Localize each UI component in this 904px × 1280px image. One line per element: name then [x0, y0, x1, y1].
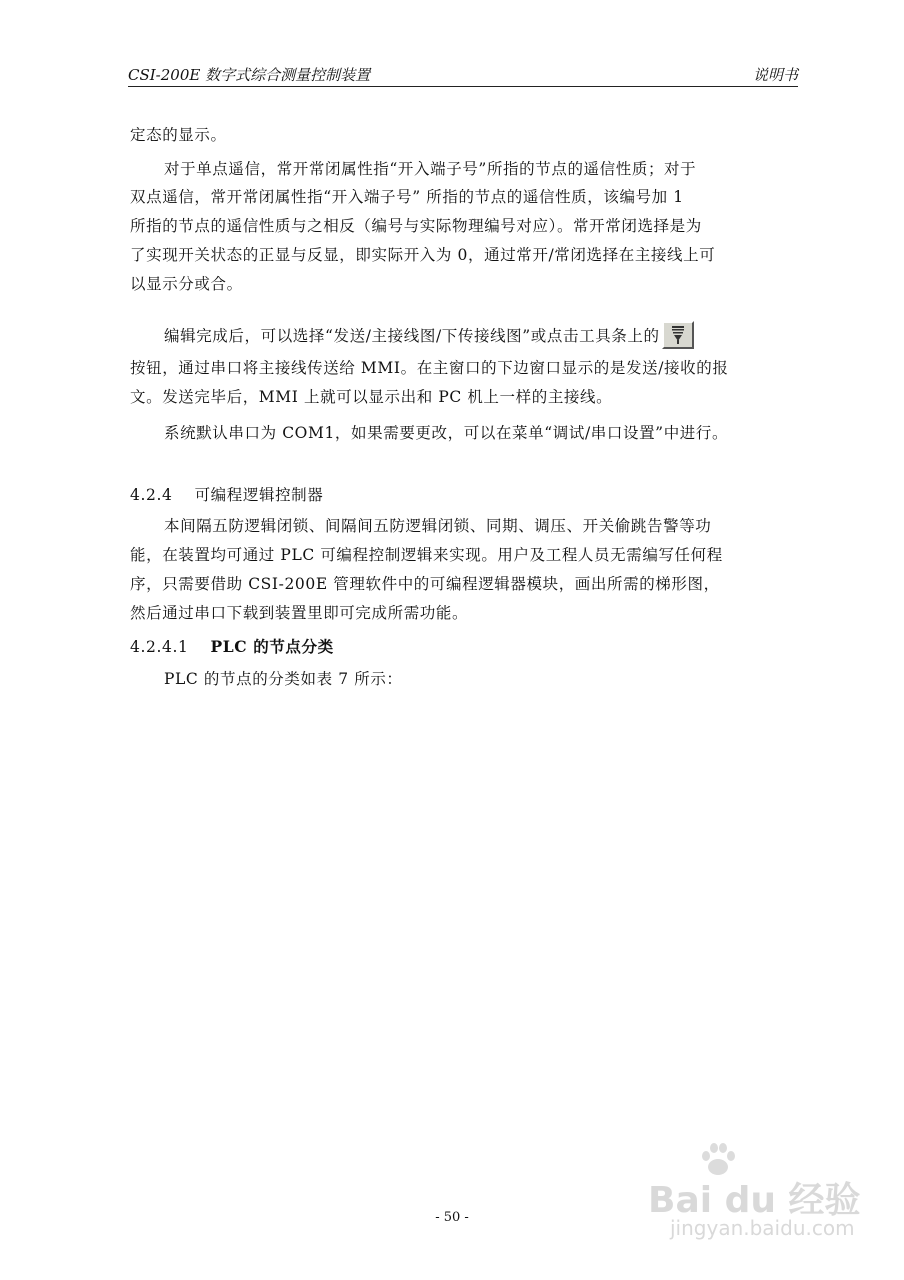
- paragraph-line: 序，只需要借助 CSI-200E 管理软件中的可编程逻辑器模块，画出所需的梯形图，: [130, 575, 720, 593]
- paragraph-line: 所指的节点的遥信性质与之相反（编号与实际物理编号对应）。常开常闭选择是为: [130, 217, 702, 235]
- document-type: 说明书: [752, 66, 798, 84]
- section-heading: [130, 482, 323, 508]
- subsection-heading: [130, 634, 334, 660]
- watermark-brand: Bai du 经验: [648, 1180, 861, 1221]
- paragraph-line: 系统默认串口为 COM1，如果需要更改，可以在菜单“调试/串口设置”中进行。: [164, 424, 729, 442]
- section-title: 可编程逻辑控制器: [194, 486, 324, 504]
- paragraph-text: 编辑完成后，可以选择“发送/主接线图/下传接线图”或点击工具条上的: [164, 327, 660, 345]
- paragraph-line: 了实现开关状态的正显与反显，即实际开入为 0，通过常开/常闭选择在主接线上可: [130, 246, 716, 264]
- paragraph-line: 双点遥信，常开常闭属性指“开入端子号” 所指的节点的遥信性质，该编号加 1: [130, 188, 684, 206]
- paragraph-line: 按钮，通过串口将主接线传送给 MMI。在主窗口的下边窗口显示的是发送/接收的报: [130, 359, 729, 377]
- paragraph-line: 以显示分或合。: [130, 275, 243, 293]
- paragraph-line: 对于单点遥信，常开常闭属性指“开入端子号”所指的节点的遥信性质；对于: [164, 160, 697, 178]
- watermark-url: jingyan.baidu.com: [670, 1216, 855, 1240]
- paragraph-line: 文。发送完毕后，MMI 上就可以显示出和 PC 机上一样的主接线。: [130, 388, 613, 406]
- paragraph-line: 本间隔五防逻辑闭锁、间隔间五防逻辑闭锁、同期、调压、开关偷跳告警等功: [164, 517, 712, 535]
- paragraph-line: 能，在装置均可通过 PLC 可编程控制逻辑来实现。用户及工程人员无需编写任何程: [130, 546, 723, 564]
- subsection-title: PLC 的节点分类: [210, 637, 334, 656]
- paragraph-line: PLC 的节点的分类如表 7 所示：: [164, 670, 403, 688]
- document-title: CSI-200E 数字式综合测量控制装置: [128, 66, 371, 84]
- download-to-device-icon: [662, 321, 694, 349]
- paragraph-line-with-button: [164, 321, 694, 349]
- section-number: 4.2.4: [130, 486, 173, 504]
- paragraph-line: 定态的显示。: [130, 126, 227, 144]
- paragraph-line: 然后通过串口下载到装置里即可完成所需功能。: [130, 604, 469, 622]
- subsection-number: 4.2.4.1: [130, 638, 189, 656]
- page-number: - 50 -: [435, 1210, 469, 1225]
- baidu-jingyan-watermark: [640, 1140, 880, 1260]
